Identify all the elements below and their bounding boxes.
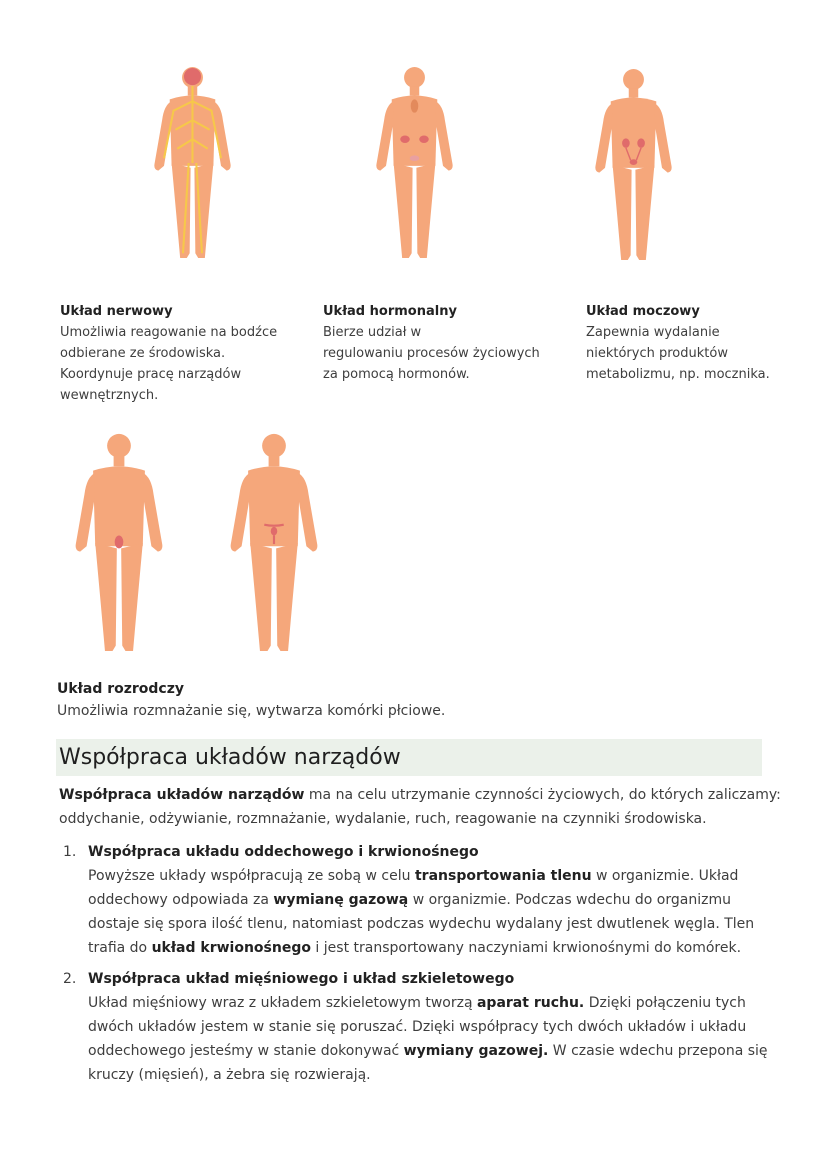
intro-line-1 — [59, 783, 781, 807]
caption-reproductive — [57, 678, 445, 722]
caption-line: odbierane ze środowiska. — [60, 346, 226, 361]
item-title: Współpraca układu oddechowego i krwionośnego — [88, 844, 479, 860]
caption-line: Umożliwia reagowanie na bodźce — [60, 325, 278, 340]
item-line: Powyższe układy współpracują ze sobą w celu transportowania tlenu w organizmie. Układ — [88, 868, 739, 884]
item-title: Współpraca układ mięśniowego i układ szkieletowego — [88, 971, 515, 987]
intro-line-2: oddychanie, odżywianie, rozmnażanie, wydalanie, ruch, reagowanie na czynniki środowiska. — [59, 811, 707, 827]
caption-urinary — [586, 301, 770, 385]
caption-line: regulowaniu procesów życiowych — [323, 346, 540, 361]
caption-nervous — [60, 301, 277, 406]
intro-paragraph — [59, 783, 781, 831]
caption-line: wewnętrznych. — [60, 388, 159, 403]
item-line: dwóch układów jestem w stanie się poruszać. Dzięki współpracy tych dwóch układów i układu — [88, 1019, 747, 1035]
item-line: oddechowy odpowiada za wymianę gazową w organizmie. Podczas wdechu do organizmu — [88, 892, 731, 908]
caption-line: Koordynuje pracę narządów — [60, 367, 242, 382]
section-heading-box — [56, 739, 762, 776]
list-number: 2. — [63, 971, 77, 987]
item-line: oddechowego jesteśmy w stanie dokonywać wymiany gazowej. W czasie wdechu przepona się — [88, 1043, 768, 1059]
caption-title: Układ moczowy — [586, 304, 700, 319]
figure-nervous-system — [145, 58, 240, 268]
caption-hormonal — [323, 301, 540, 385]
caption-title: Układ rozrodczy — [57, 681, 185, 697]
item-line: trafia do układ krwionośnego i jest transportowany naczyniami krwionośnymi do komórek. — [88, 940, 742, 956]
item-line: kruczy (mięsień), a żebra się rozwierają. — [88, 1067, 371, 1083]
figure-reproductive-female — [220, 418, 328, 668]
list-number: 1. — [63, 844, 77, 860]
section-heading: Współpraca układów narządów — [59, 745, 401, 770]
caption-line: niektórych produktów — [586, 346, 728, 361]
figure-urinary-system — [586, 60, 681, 270]
caption-title: Układ nerwowy — [60, 304, 173, 319]
intro-rest: ma na celu utrzymanie czynności życiowych, do których zaliczamy: — [304, 787, 781, 803]
figure-hormonal-system — [367, 58, 462, 268]
item-line: Układ mięśniowy wraz z układem szkieletowym tworzą aparat ruchu. Dzięki połączeniu tych — [88, 995, 746, 1011]
caption-line: metabolizmu, np. mocznika. — [586, 367, 770, 382]
caption-line: Zapewnia wydalanie — [586, 325, 720, 340]
figure-reproductive-male — [65, 418, 173, 668]
intro-bold: Współpraca układów narządów — [59, 787, 305, 803]
item-line: dostaje się spora ilość tlenu, natomiast podczas wydechu wydalany jest dwutlenek węgla. Tlen — [88, 916, 755, 932]
caption-line: za pomocą hormonów. — [323, 367, 470, 382]
caption-title: Układ hormonalny — [323, 304, 457, 319]
caption-line: Umożliwia rozmnażanie się, wytwarza komórki płciowe. — [57, 703, 446, 719]
caption-line: Bierze udział w — [323, 325, 422, 340]
